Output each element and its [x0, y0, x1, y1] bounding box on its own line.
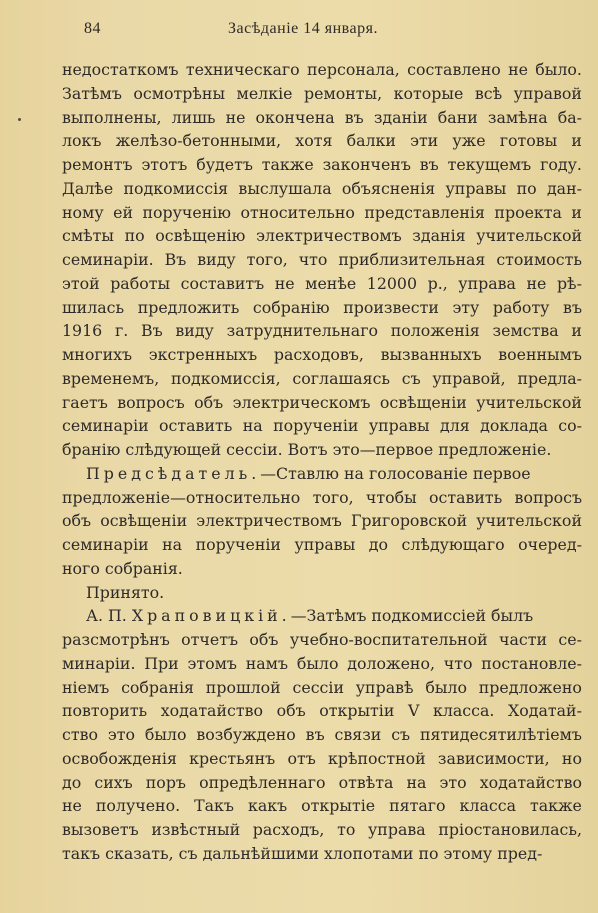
line-text: —Затѣмъ подкомиссіей былъ: [290, 606, 534, 626]
text-line: до сихъ поръ опредѣленнаго отвѣта на это ходатайство: [62, 772, 582, 792]
paragraph-p1: [62, 58, 582, 462]
text-line: семинаріи. Въ виду того, что приблизительная стоимость: [62, 250, 582, 269]
text-line: многихъ экстренныхъ расходовъ, вызванныхъ военнымъ: [62, 345, 582, 364]
text-line: разсмотрѣнъ отчетъ объ учебно-воспитательной части се-: [62, 630, 582, 649]
text-line: недостаткомъ техническаго персонала, составлено не было.: [62, 60, 582, 79]
text-line: локъ желѣзо-бетонными, хотя балки эти уже готовы и: [62, 131, 582, 151]
text-line: смѣты по освѣщенію электричествомъ зданія учительской: [62, 226, 582, 246]
text-line: Затѣмъ осмотрѣны мелкіе ремонты, которые всѣ управой: [62, 83, 582, 103]
text-line: ного собранія.: [62, 558, 183, 578]
text-line: ремонтъ этотъ будетъ также законченъ въ текущемъ году.: [62, 155, 582, 174]
text-line: повторить ходатайство объ открытіи V класса. Ходатай-: [62, 701, 582, 721]
text-line: предложеніе—относительно того, чтобы оставить вопросъ: [62, 487, 582, 507]
text-line: временемъ, подкомиссія, соглашаясь съ управой, предла-: [62, 368, 582, 388]
speaker-name: Храповицкій.: [131, 606, 291, 626]
text-line: ніемъ собранія прошлой сессіи управѣ было предложено: [62, 677, 582, 697]
speaker-name: Предсѣдатель.: [86, 463, 261, 483]
text-line: шилась предложить собранію произвести эту работу въ: [62, 297, 582, 317]
running-title: Засѣданіе 14 января.: [228, 20, 378, 37]
text-line: семинаріи на порученіи управы до слѣдующаго очеред-: [62, 535, 582, 554]
text-line: бранію слѣдующей сессіи. Вотъ это—первое предложеніе.: [62, 440, 552, 459]
body-text: [62, 58, 582, 866]
text-line: объ освѣщеніи электричествомъ Григоровской учительской: [62, 511, 582, 531]
line-text: —Ставлю на голосованіе первое: [260, 463, 531, 483]
speaker-initials: А. П.: [86, 606, 132, 626]
paragraph-p2: [62, 462, 582, 581]
text-line: ному ей порученію относительно представленія проекта и: [62, 202, 582, 222]
text-line: минаріи. При этомъ намъ было доложено, что постановле-: [62, 653, 582, 673]
paragraph-p3: [62, 581, 582, 605]
text-line: [62, 604, 582, 628]
text-line: этой работы составитъ не менѣе 12000 р., управа не рѣ-: [62, 273, 582, 293]
paragraph-p4: [62, 604, 582, 865]
text-line: такъ сказать, съ дальнѣйшими хлопотами по этому пред-: [62, 843, 543, 863]
text-line: [62, 462, 582, 486]
text-line: семинаріи оставить на порученіи управы для доклада со-: [62, 416, 582, 436]
text-line: 1916 г. Въ виду затруднительнаго положенія земства и: [62, 321, 582, 341]
page-header: [60, 14, 558, 44]
text-line: Далѣе подкомиссія выслушала объясненія управы по дан-: [62, 178, 582, 198]
text-line: выполнены, лишь не окончена въ зданіи бани замѣна ба-: [62, 107, 582, 127]
text-line: не получено. Такъ какъ открытіе пятаго класса также: [62, 796, 582, 816]
text-line: Принято.: [86, 582, 165, 602]
text-line: освобожденія крестьянъ отъ крѣпостной зависимости, но: [62, 748, 582, 768]
page-number: 84: [84, 20, 101, 37]
text-line: вызоветъ извѣстный расходъ, то управа пріостановилась,: [62, 820, 582, 839]
ink-speck: [18, 118, 21, 121]
text-line: гаетъ вопросъ объ электрическомъ освѣщеніи учительской: [62, 392, 582, 412]
text-line: ство это было возбуждено въ связи съ пятидесятилѣтіемъ: [62, 725, 582, 744]
